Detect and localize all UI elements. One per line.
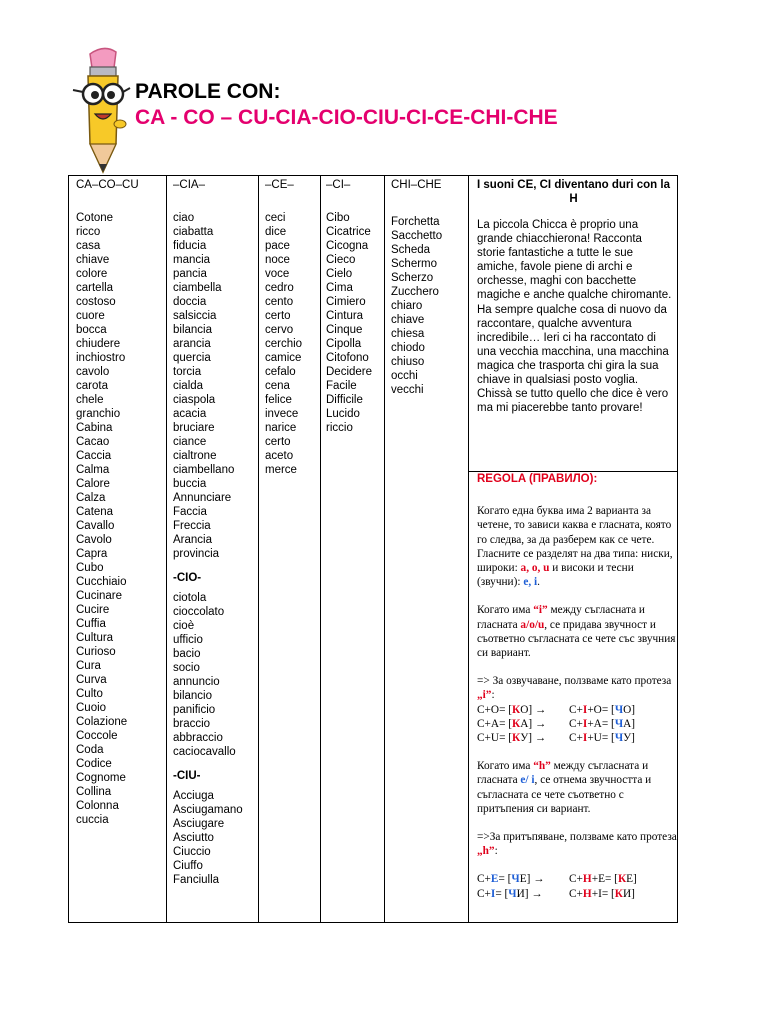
word-item: Facile: [326, 380, 357, 392]
column-header: –CI–: [326, 179, 351, 191]
word-item: costoso: [76, 296, 116, 308]
arrow-icon: →: [532, 717, 547, 730]
word-item: Cipolla: [326, 338, 362, 350]
word-item: voce: [265, 268, 290, 280]
column-header: –CIA–: [173, 179, 205, 191]
equation-row: C+E= [ЧЕ] → C+H+E= [КЕ]: [477, 873, 637, 886]
word-item: Asciugamano: [173, 804, 243, 816]
word-item: Cielo: [326, 268, 353, 280]
word-list: [173, 789, 243, 887]
word-item: chiodo: [391, 342, 425, 354]
word-item: torcia: [173, 366, 202, 378]
word-item: Cavallo: [76, 520, 115, 532]
arrow-icon: →: [530, 873, 545, 886]
word-item: Cimiero: [326, 296, 366, 308]
word-item: ciao: [173, 212, 195, 224]
word-item: Caccia: [76, 450, 112, 462]
word-item: bilancio: [173, 690, 212, 702]
word-item: certo: [265, 436, 291, 448]
word-item: chiave: [391, 314, 425, 326]
word-item: Cotone: [76, 212, 114, 224]
word-item: vecchi: [391, 384, 424, 396]
word-list: [326, 211, 372, 435]
word-item: Calma: [76, 464, 110, 476]
story-paragraph: La piccola Chicca è proprio una grande chiacchierona! Racconta storie fantastiche a tutte le sue amiche, favole piene di archi e orchesse, maghi con bacchette magiche e anche qualche chiromante.: [477, 219, 672, 302]
word-item: Cubo: [76, 562, 104, 574]
word-item: chiave: [76, 254, 110, 266]
word-item: Cavolo: [76, 534, 112, 546]
word-item: cioè: [173, 620, 195, 632]
word-item: fiducia: [173, 240, 207, 252]
column-cia: [173, 178, 243, 887]
word-item: carota: [76, 380, 108, 392]
word-item: Faccia: [173, 506, 207, 518]
word-item: Cabina: [76, 422, 113, 434]
word-item: Forchetta: [391, 216, 440, 228]
word-item: Scheda: [391, 244, 431, 256]
equation-group: [477, 872, 677, 900]
word-item: Curva: [76, 674, 107, 686]
word-item: abbraccio: [173, 732, 223, 744]
word-item: cento: [265, 296, 294, 308]
word-item: Capra: [76, 548, 108, 560]
word-item: occhi: [391, 370, 418, 382]
word-item: cefalo: [265, 366, 296, 378]
word-item: annuncio: [173, 676, 220, 688]
word-item: casa: [76, 240, 101, 252]
word-item: cialda: [173, 380, 204, 392]
column-ci: [326, 178, 372, 435]
subheader-ciu: -CIU-: [173, 770, 201, 782]
column-ce: [265, 178, 302, 477]
word-item: bruciare: [173, 422, 215, 434]
word-item: camice: [265, 352, 302, 364]
word-item: Cuffia: [76, 618, 106, 630]
rule-paragraph: Когато има “i” между съгласната и гласната a/o/u, се придава звучност и съответно съгласната се чете със звучния си вариант.: [477, 604, 676, 660]
subheader-cio: -CIO-: [173, 572, 202, 584]
equation-group: [477, 703, 677, 746]
equation-row: C+I= [ЧИ] → C+H+I= [КИ]: [477, 887, 635, 900]
column-header: CA–CO–CU: [76, 179, 139, 191]
rule-paragraph: Когато една буква има 2 варианта за четене, то зависи каква е гласната, която го следва, за да разберем как се чете. Гласните се разделят на два типа: ниски, широки: a, o, u и високи и тесни (звучни): e, i.: [477, 505, 673, 589]
equation-row: C+U= [КУ] → C+I+U= [ЧУ]: [477, 732, 635, 745]
column-divider: [320, 176, 321, 922]
word-item: chele: [76, 394, 104, 406]
rule-title: REGOLA (ПРАВИЛО):: [477, 473, 598, 485]
column-header: –CE–: [265, 179, 294, 191]
word-item: Sacchetto: [391, 230, 443, 242]
word-item: ciotola: [173, 592, 207, 604]
word-item: Cibo: [326, 212, 350, 224]
word-item: Decidere: [326, 366, 373, 378]
page-title-line2: CA - CO – CU-CIA-CIO-CIU-CI-CE-CHI-CHE: [135, 106, 558, 129]
word-item: doccia: [173, 296, 207, 308]
word-item: ceci: [265, 212, 286, 224]
word-item: quercia: [173, 352, 211, 364]
word-item: acacia: [173, 408, 207, 420]
story-cell: [469, 176, 678, 471]
column-divider: [384, 176, 385, 922]
word-item: braccio: [173, 718, 211, 730]
arrow-icon: →: [528, 887, 543, 900]
word-item: provincia: [173, 548, 220, 560]
word-item: Schermo: [391, 258, 438, 270]
word-item: bacio: [173, 648, 201, 660]
word-item: Colazione: [76, 716, 128, 728]
word-item: ricco: [76, 226, 101, 238]
word-item: Freccia: [173, 520, 211, 532]
equation-row: C+A= [КА] → C+I+A= [ЧА]: [477, 717, 636, 730]
word-item: Coda: [76, 744, 104, 756]
word-item: Cicatrice: [326, 226, 371, 238]
word-item: chiesa: [391, 328, 425, 340]
column-divider: [258, 176, 259, 922]
word-item: cioccolato: [173, 606, 225, 618]
word-item: socio: [173, 662, 200, 674]
rule-paragraph: => За озвучаване, ползваме като протеза „i”:: [477, 675, 672, 702]
word-item: ciabatta: [173, 226, 214, 238]
word-item: mancia: [173, 254, 211, 266]
word-item: Calza: [76, 492, 106, 504]
word-table: [68, 175, 678, 923]
rule-text: [477, 472, 677, 901]
word-item: Difficile: [326, 394, 363, 406]
word-item: Coccole: [76, 730, 118, 742]
word-item: merce: [265, 464, 297, 476]
column-header: CHI–CHE: [391, 179, 442, 191]
word-list: [173, 211, 243, 561]
word-item: ciambella: [173, 282, 222, 294]
story-text: [477, 218, 673, 415]
word-item: ciance: [173, 436, 207, 448]
arrow-icon: →: [532, 732, 547, 745]
column-divider: [166, 176, 167, 922]
word-list: [76, 211, 139, 827]
word-item: Catena: [76, 506, 114, 518]
word-item: Fanciulla: [173, 874, 220, 886]
word-item: pace: [265, 240, 290, 252]
word-item: noce: [265, 254, 290, 266]
word-item: ciambellano: [173, 464, 235, 476]
word-item: Codice: [76, 758, 112, 770]
word-item: Cintura: [326, 310, 364, 322]
word-item: bilancia: [173, 324, 212, 336]
word-item: Cognome: [76, 772, 126, 784]
rule-paragraph: =>За притъпяване, ползваме като протеза „h”:: [477, 831, 677, 858]
word-item: Ciuccio: [173, 846, 211, 858]
word-item: chiaro: [391, 300, 423, 312]
equation-row: C+O= [КО] → C+I+O= [ЧО]: [477, 703, 636, 716]
word-item: Cicogna: [326, 240, 369, 252]
word-item: Colonna: [76, 800, 119, 812]
word-item: Cuoio: [76, 702, 107, 714]
word-item: Asciugare: [173, 818, 225, 830]
word-list: [173, 591, 243, 759]
word-item: colore: [76, 268, 108, 280]
arrow-icon: →: [532, 703, 547, 716]
word-item: cartella: [76, 282, 114, 294]
word-item: cerchio: [265, 338, 303, 350]
pencil-mascot-illustration: [70, 44, 132, 176]
word-item: chiudere: [76, 338, 121, 350]
word-item: salsiccia: [173, 310, 217, 322]
word-item: Calore: [76, 478, 110, 490]
word-item: felice: [265, 394, 292, 406]
word-item: cuccia: [76, 814, 109, 826]
rule-paragraph: Когато има “h” между съгласната и гласната e/ i, се отнема звучността и съгласната се чете съответно с притъпения си вариант.: [477, 760, 652, 815]
word-item: cavolo: [76, 366, 110, 378]
word-item: Annunciare: [173, 492, 232, 504]
word-item: cena: [265, 380, 290, 392]
word-item: Scherzo: [391, 272, 434, 284]
word-item: Ciuffo: [173, 860, 203, 872]
story-paragraph: Ha sempre qualche cosa di nuovo da raccontare, qualche avventura incredibile… Ieri ci ha raccontato di una vecchia macchina, una macchina magica che trasporta chi gira la sua chiave in qualsiasi posto voglia. Chissà se tutto quello che dice è vero ma mi piacerebbe tanto provare!: [477, 303, 669, 415]
word-item: dice: [265, 226, 287, 238]
word-item: ciaspola: [173, 394, 216, 406]
word-item: panificio: [173, 704, 216, 716]
word-item: Cura: [76, 660, 101, 672]
word-list: [391, 215, 442, 397]
word-item: arancia: [173, 338, 211, 350]
word-item: pancia: [173, 268, 207, 280]
word-item: Cima: [326, 282, 353, 294]
word-item: Curioso: [76, 646, 116, 658]
word-item: Arancia: [173, 534, 212, 546]
word-item: Cultura: [76, 632, 114, 644]
word-item: Culto: [76, 688, 103, 700]
word-item: ufficio: [173, 634, 203, 646]
word-list: [265, 211, 302, 477]
word-item: cervo: [265, 324, 294, 336]
column-chi-che: [391, 178, 442, 397]
word-item: narice: [265, 422, 297, 434]
word-item: Lucido: [326, 408, 360, 420]
word-item: invece: [265, 408, 299, 420]
word-item: cuore: [76, 310, 105, 322]
word-item: Citofono: [326, 352, 369, 364]
column-ca-co-cu: [76, 178, 139, 827]
word-item: cialtrone: [173, 450, 217, 462]
word-item: granchio: [76, 408, 121, 420]
word-item: Cinque: [326, 324, 363, 336]
word-item: cedro: [265, 282, 294, 294]
word-item: Cucchiaio: [76, 576, 127, 588]
word-item: Cieco: [326, 254, 356, 266]
word-item: Collina: [76, 786, 112, 798]
word-item: Cucinare: [76, 590, 123, 602]
word-item: Cucire: [76, 604, 110, 616]
word-item: certo: [265, 310, 291, 322]
word-item: bocca: [76, 324, 107, 336]
page-title-line1: PAROLE CON:: [135, 80, 281, 103]
word-item: riccio: [326, 422, 353, 434]
word-item: Asciutto: [173, 832, 214, 844]
word-item: Acciuga: [173, 790, 214, 802]
word-item: buccia: [173, 478, 207, 490]
word-item: Zucchero: [391, 286, 439, 298]
word-item: Cacao: [76, 436, 110, 448]
word-item: caciocavallo: [173, 746, 236, 758]
word-item: chiuso: [391, 356, 425, 368]
word-item: inchiostro: [76, 352, 126, 364]
story-title: I suoni CE, CI diventano duri con la H: [477, 179, 670, 205]
word-item: aceto: [265, 450, 294, 462]
